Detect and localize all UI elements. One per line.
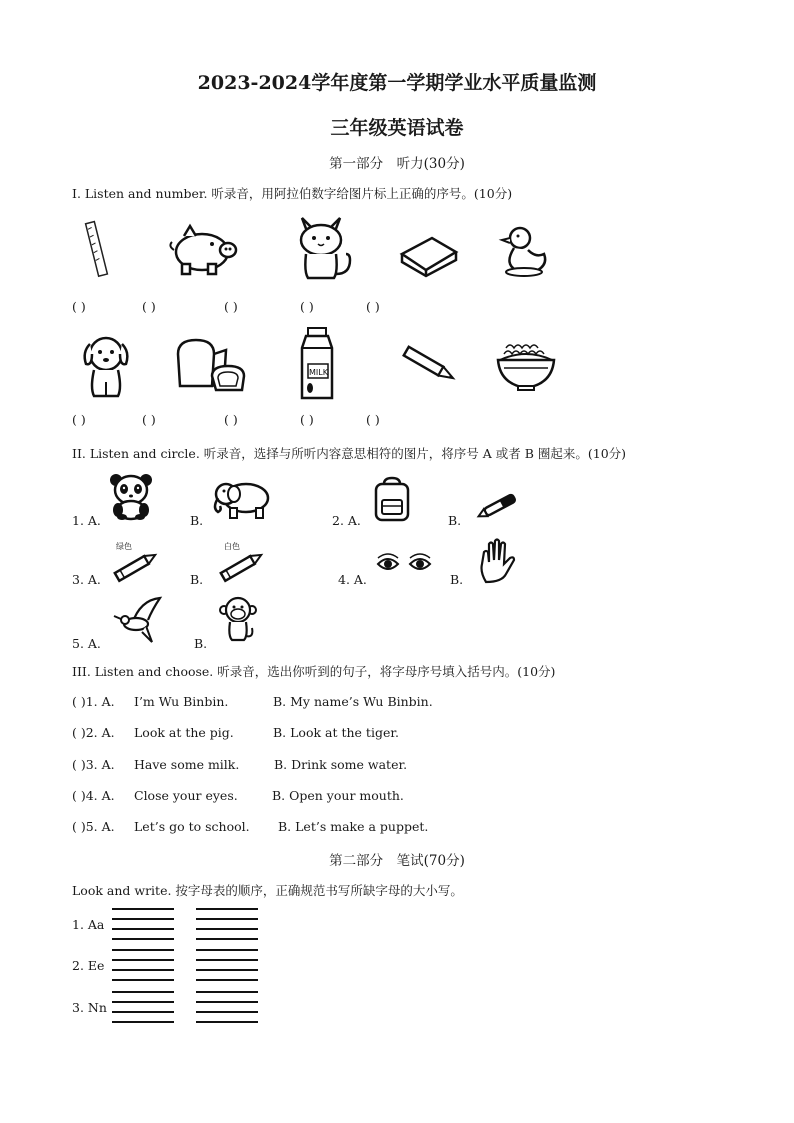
hand-icon bbox=[478, 538, 518, 584]
green-label: 绿色 bbox=[116, 542, 132, 551]
s3-item3-option-a: Have some milk. bbox=[134, 757, 240, 772]
s3-item3-prefix[interactable]: ( )3. A. bbox=[72, 757, 115, 772]
s2-item4-label-a[interactable]: 4. A. bbox=[338, 572, 367, 587]
white-crayon-icon bbox=[216, 550, 266, 582]
pig-icon bbox=[166, 222, 242, 278]
writing-lines-1b[interactable] bbox=[196, 908, 258, 942]
writing-lines-2b[interactable] bbox=[196, 949, 258, 983]
part2-heading: 第二部分 笔试(70分) bbox=[329, 853, 465, 869]
book-icon bbox=[398, 232, 460, 276]
exam-title: 2023-2024学年度第一学期学业水平质量监测 bbox=[197, 72, 597, 94]
ruler-icon bbox=[84, 220, 114, 278]
monkey-icon bbox=[220, 596, 256, 642]
exam-subtitle: 三年级英语试卷 bbox=[330, 117, 464, 139]
section1-instruction: I. Listen and number. 听录音，用阿拉伯数字给图片标上正确的序号。(10分) bbox=[72, 186, 513, 201]
s2-item2-label-a[interactable]: 2. A. bbox=[332, 513, 361, 528]
write-item-2-label: 2. Ee bbox=[72, 958, 105, 973]
eyes-icon bbox=[376, 552, 432, 576]
s3-item1-option-a: I’m Wu Binbin. bbox=[134, 694, 229, 709]
writing-lines-3b[interactable] bbox=[196, 991, 258, 1025]
milk-carton-icon bbox=[300, 326, 334, 400]
s3-item4-option-b: B. Open your mouth. bbox=[272, 788, 404, 803]
s2-item1-label-a[interactable]: 1. A. bbox=[72, 513, 101, 528]
elephant-icon bbox=[212, 478, 272, 520]
answer-paren[interactable]: ( ) bbox=[72, 412, 86, 427]
s2-item5-label-b[interactable]: B. bbox=[194, 636, 208, 651]
s3-item5-option-b: B. Let’s make a puppet. bbox=[278, 819, 429, 834]
svg-text:MILK: MILK bbox=[309, 368, 328, 377]
answer-paren[interactable]: ( ) bbox=[366, 412, 380, 427]
bread-icon bbox=[172, 336, 250, 394]
write-item-3-label: 3. Nn bbox=[72, 1000, 107, 1015]
backpack-icon bbox=[372, 476, 412, 522]
s2-item1-label-b[interactable]: B. bbox=[190, 513, 204, 528]
white-label: 白色 bbox=[224, 542, 240, 551]
panda-icon bbox=[108, 472, 154, 520]
s3-item1-prefix[interactable]: ( )1. A. bbox=[72, 694, 115, 709]
s2-item3-label-a[interactable]: 3. A. bbox=[72, 572, 101, 587]
s3-item5-prefix[interactable]: ( )5. A. bbox=[72, 819, 115, 834]
section3-instruction: III. Listen and choose. 听录音，选出你听到的句子，将字母序号填入括号内。(10分) bbox=[72, 664, 556, 679]
writing-lines-2a[interactable] bbox=[112, 949, 174, 983]
s2-item5-label-a[interactable]: 5. A. bbox=[72, 636, 101, 651]
s2-item2-label-b[interactable]: B. bbox=[448, 513, 462, 528]
pen-icon bbox=[474, 492, 522, 520]
green-crayon-icon bbox=[110, 550, 160, 582]
s2-item4-label-b[interactable]: B. bbox=[450, 572, 464, 587]
s3-item4-prefix[interactable]: ( )4. A. bbox=[72, 788, 115, 803]
part2-instruction: Look and write. 按字母表的顺序，正确规范书写所缺字母的大小写。 bbox=[72, 883, 463, 898]
writing-lines-1a[interactable] bbox=[112, 908, 174, 942]
section2-instruction: II. Listen and circle. 听录音，选择与所听内容意思相符的图片，将序号 A 或者 B 圈起来。(10分) bbox=[72, 446, 627, 461]
answer-paren[interactable]: ( ) bbox=[142, 299, 156, 314]
dog-icon bbox=[80, 332, 132, 400]
answer-paren[interactable]: ( ) bbox=[224, 299, 238, 314]
s3-item3-option-b: B. Drink some water. bbox=[274, 757, 408, 772]
answer-paren[interactable]: ( ) bbox=[224, 412, 238, 427]
s3-item2-option-b: B. Look at the tiger. bbox=[273, 725, 399, 740]
writing-lines-3a[interactable] bbox=[112, 991, 174, 1025]
answer-paren[interactable]: ( ) bbox=[300, 299, 314, 314]
answer-paren[interactable]: ( ) bbox=[300, 412, 314, 427]
s2-item3-label-b[interactable]: B. bbox=[190, 572, 204, 587]
noodles-icon bbox=[496, 338, 556, 392]
pencil-icon bbox=[400, 346, 460, 386]
answer-paren[interactable]: ( ) bbox=[142, 412, 156, 427]
cat-icon bbox=[294, 212, 356, 282]
answer-paren[interactable]: ( ) bbox=[72, 299, 86, 314]
answer-paren[interactable]: ( ) bbox=[366, 299, 380, 314]
part1-heading: 第一部分 听力(30分) bbox=[329, 156, 465, 172]
write-item-1-label: 1. Aa bbox=[72, 917, 105, 932]
s3-item2-prefix[interactable]: ( )2. A. bbox=[72, 725, 115, 740]
s3-item5-option-a: Let’s go to school. bbox=[134, 819, 250, 834]
bird-icon bbox=[112, 596, 164, 644]
duck-icon bbox=[498, 224, 550, 278]
s3-item1-option-b: B. My name’s Wu Binbin. bbox=[273, 694, 433, 709]
s3-item2-option-a: Look at the pig. bbox=[134, 725, 234, 740]
s3-item4-option-a: Close your eyes. bbox=[134, 788, 238, 803]
